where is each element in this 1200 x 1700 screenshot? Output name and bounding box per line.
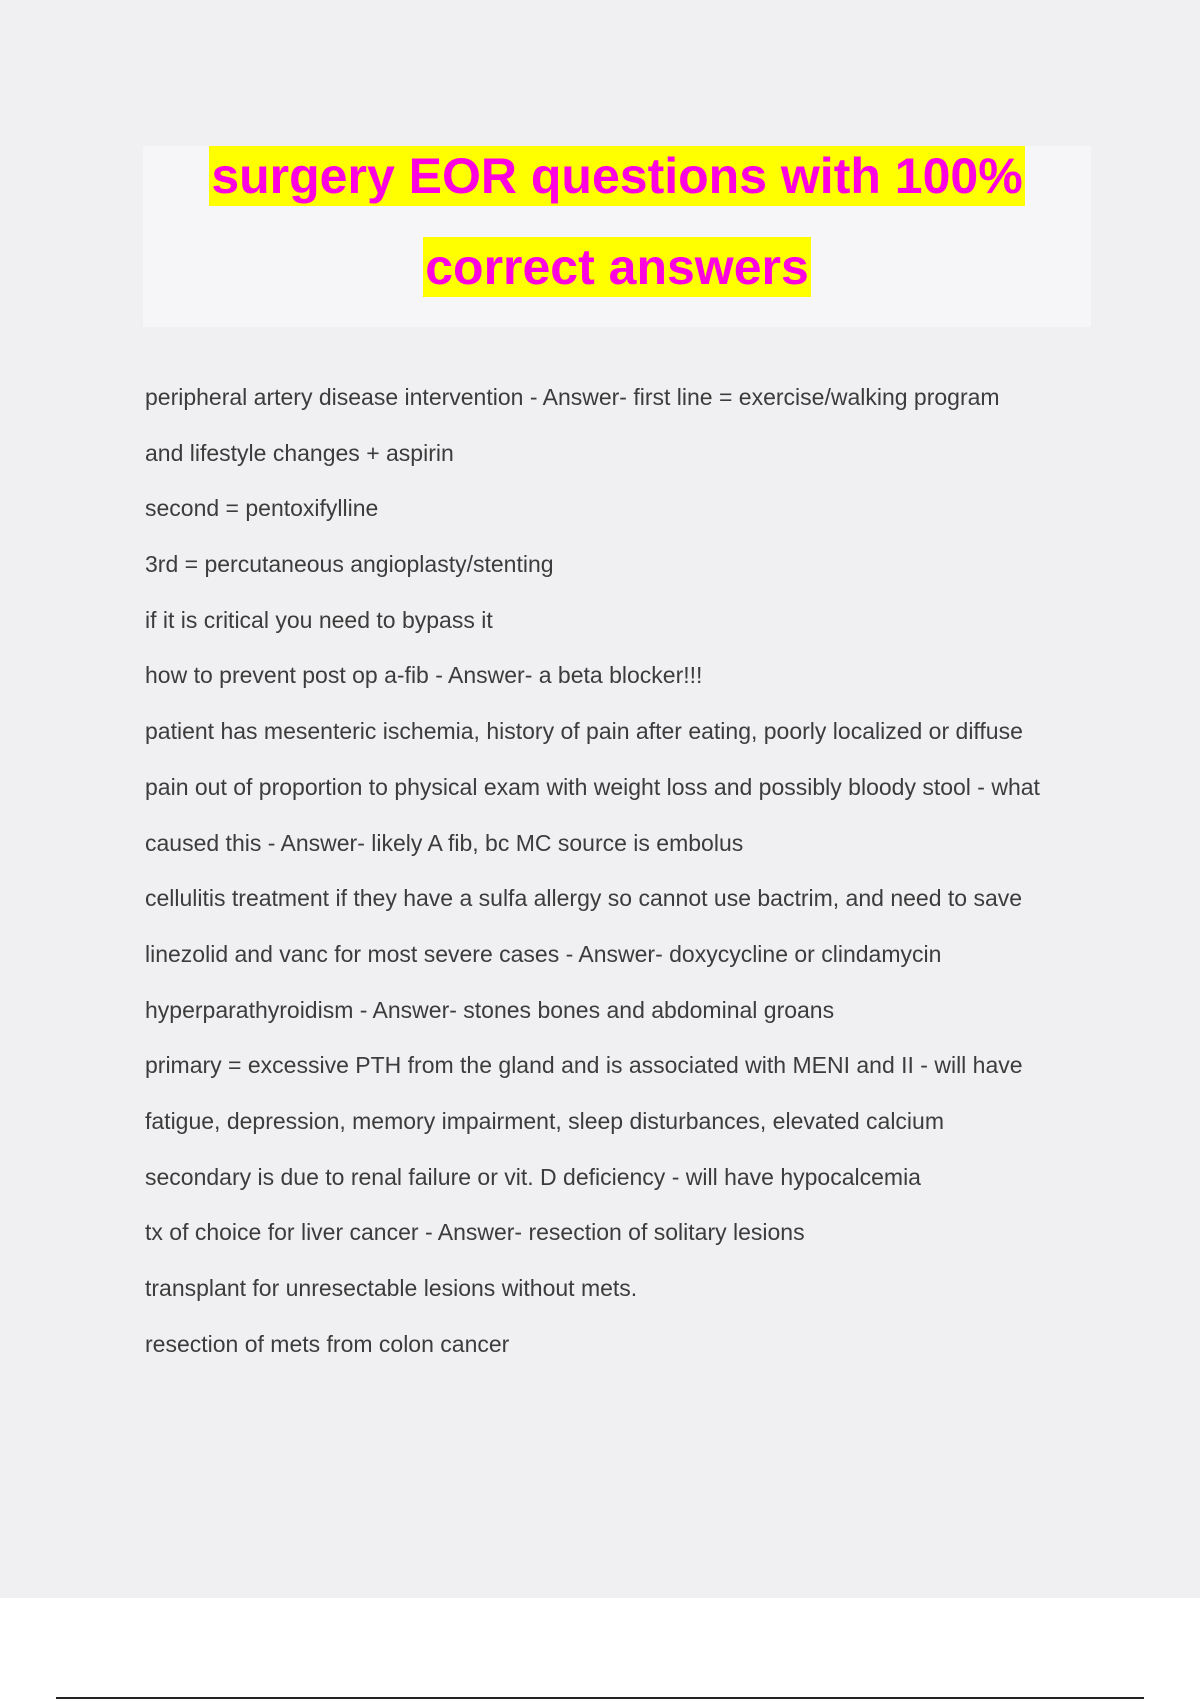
body-line: 3rd = percutaneous angioplasty/stenting <box>145 551 554 578</box>
body-line: secondary is due to renal failure or vit. D deficiency - will have hypocalcemia <box>145 1163 921 1190</box>
body-line: hyperparathyroidism - Answer- stones bones and abdominal groans <box>145 996 835 1023</box>
body-line: resection of mets from colon cancer <box>145 1330 510 1357</box>
body-line: how to prevent post op a-fib - Answer- a beta blocker!!! <box>145 662 703 689</box>
body-line: fatigue, depression, memory impairment, sleep disturbances, elevated calcium <box>145 1107 944 1134</box>
footer-divider <box>56 1697 1144 1699</box>
body-line: cellulitis treatment if they have a sulfa allergy so cannot use bactrim, and need to save <box>145 885 1023 912</box>
title-block <box>143 146 1091 327</box>
body-line: patient has mesenteric ischemia, history of pain after eating, poorly localized or diffuse <box>145 718 1023 745</box>
body-line: if it is critical you need to bypass it <box>145 606 493 633</box>
page-title-line-1: surgery EOR questions with 100% <box>211 148 1023 204</box>
body-line: caused this - Answer- likely A fib, bc MC source is embolus <box>145 829 744 856</box>
body-line: linezolid and vanc for most severe cases - Answer- doxycycline or clindamycin <box>145 940 942 967</box>
body-line: and lifestyle changes + aspirin <box>145 439 454 466</box>
page-title-line-2: correct answers <box>425 239 809 295</box>
body-line: primary = excessive PTH from the gland and is associated with MENI and II - will have <box>145 1052 1023 1079</box>
document-body <box>145 378 1105 1380</box>
body-line: peripheral artery disease intervention - Answer- first line = exercise/walking program <box>145 384 1000 410</box>
body-line: transplant for unresectable lesions without mets. <box>145 1275 638 1301</box>
body-line: pain out of proportion to physical exam with weight loss and possibly bloody stool - what <box>145 773 1040 800</box>
body-line: second = pentoxifylline <box>145 495 379 522</box>
body-line: tx of choice for liver cancer - Answer- resection of solitary lesions <box>145 1219 805 1246</box>
